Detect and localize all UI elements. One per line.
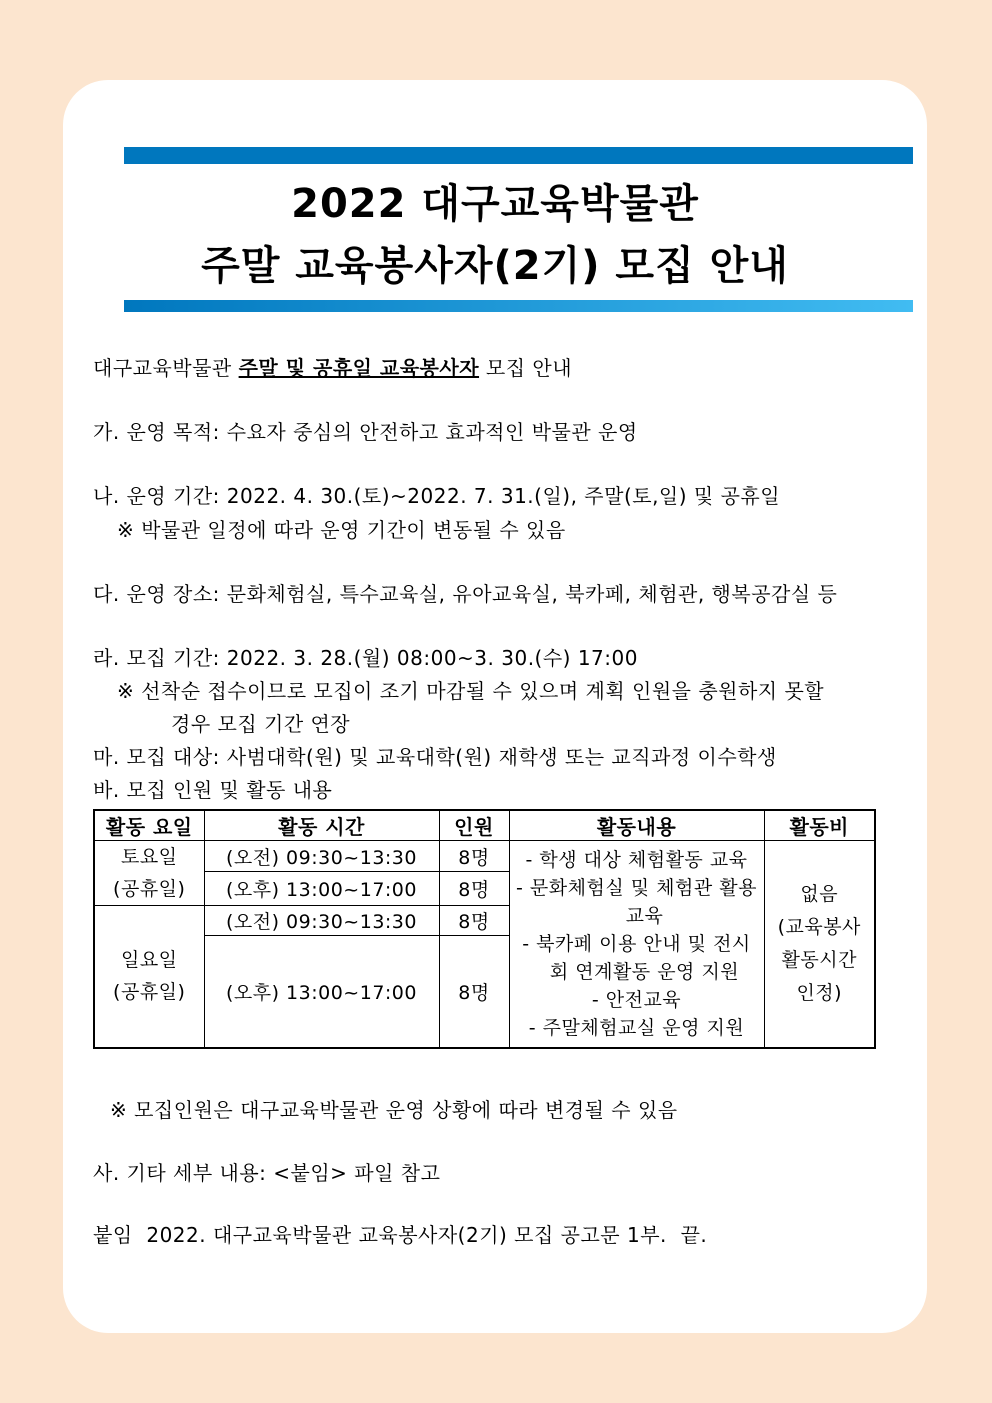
time-cell: (오후) 13:00~17:00 [204,872,439,906]
document-body [93,352,897,1252]
table-row [94,841,875,872]
content-item: - 주말체험교실 운영 지원 [528,1016,745,1039]
top-accent-bar [124,147,913,164]
fee-line: 인정) [796,981,843,1004]
table-header-row [94,810,875,841]
section-na: 나. 운영 기간: 2022. 4. 30.(토)~2022. 7. 31.(일), 주말(토,일) 및 공휴일 [93,484,781,508]
day-cell-sunday [94,906,204,1048]
col-header-day: 활동 요일 [94,810,204,841]
col-header-fee: 활동비 [764,810,875,841]
section-na-note: ※ 박물관 일정에 따라 운영 기간이 변동될 수 있음 [117,518,566,542]
intro-line [93,352,897,385]
section-ra-note-line2: 경우 모집 기간 연장 [171,712,351,736]
page-title [63,173,927,297]
day-cell-saturday [94,841,204,906]
table-footnote: ※ 모집인원은 대구교육박물관 운영 상황에 따라 변경될 수 있음 [110,1097,678,1122]
page-title-line1: 2022 대구교육박물관 [291,181,699,227]
time-cell: (오전) 09:30~13:30 [204,841,439,872]
recruitment-table [93,809,876,1049]
attachment-line: 붙임 2022. 대구교육박물관 교육봉사자(2기) 모집 공고문 1부. 끝. [93,1222,708,1247]
bottom-accent-bar [124,300,913,312]
section-ra: 라. 모집 기간: 2022. 3. 28.(월) 08:00~3. 30.(수) 17:00 [93,646,638,670]
content-item: - 안전교육 [591,988,682,1011]
col-header-count: 인원 [439,810,509,841]
content-item: - 문화체험실 및 체험관 활용 교육 [516,876,757,927]
content-item: - 북카페 이용 안내 및 전시회 연계활동 운영 지원 [522,932,751,983]
count-cell: 8명 [439,841,509,872]
page-title-line2: 주말 교육봉사자(2기) 모집 안내 [201,243,789,289]
day-sunday-line1: 일요일 [120,949,178,972]
count-cell: 8명 [439,936,509,1048]
section-ra-note-line1: ※ 선착순 접수이므로 모집이 조기 마감될 수 있으며 계획 인원을 충원하지 못할 [117,679,825,703]
fee-line: 없음 [800,882,839,905]
day-sunday-line2: (공휴일) [113,981,186,1004]
day-saturday-line2: (공휴일) [113,878,186,900]
fee-line: (교육봉사 [777,915,861,938]
content-item: - 학생 대상 체험활동 교육 [525,848,748,871]
intro-suffix: 모집 안내 [479,356,573,380]
day-saturday-line1: 토요일 [120,846,178,868]
section-da: 다. 운영 장소: 문화체험실, 특수교육실, 유아교육실, 북카페, 체험관, 행복공감실 등 [93,582,838,606]
document-card [63,80,927,1333]
fee-line: 활동시간 [781,948,857,971]
activity-fee-cell [764,841,875,1048]
section-sa: 사. 기타 세부 내용: <붙임> 파일 참고 [93,1160,441,1185]
time-cell: (오전) 09:30~13:30 [204,906,439,936]
intro-emphasis: 주말 및 공휴일 교육봉사자 [238,356,480,380]
activity-content-cell [509,841,764,1048]
col-header-time: 활동 시간 [204,810,439,841]
count-cell: 8명 [439,906,509,936]
intro-prefix: 대구교육박물관 [93,356,239,380]
time-cell: (오후) 13:00~17:00 [204,936,439,1048]
count-cell: 8명 [439,872,509,906]
col-header-content: 활동내용 [509,810,764,841]
section-ma: 마. 모집 대상: 사범대학(원) 및 교육대학(원) 재학생 또는 교직과정 이수학생 [93,745,777,769]
section-ga: 가. 운영 목적: 수요자 중심의 안전하고 효과적인 박물관 운영 [93,420,638,444]
section-ba: 바. 모집 인원 및 활동 내용 [93,778,333,802]
